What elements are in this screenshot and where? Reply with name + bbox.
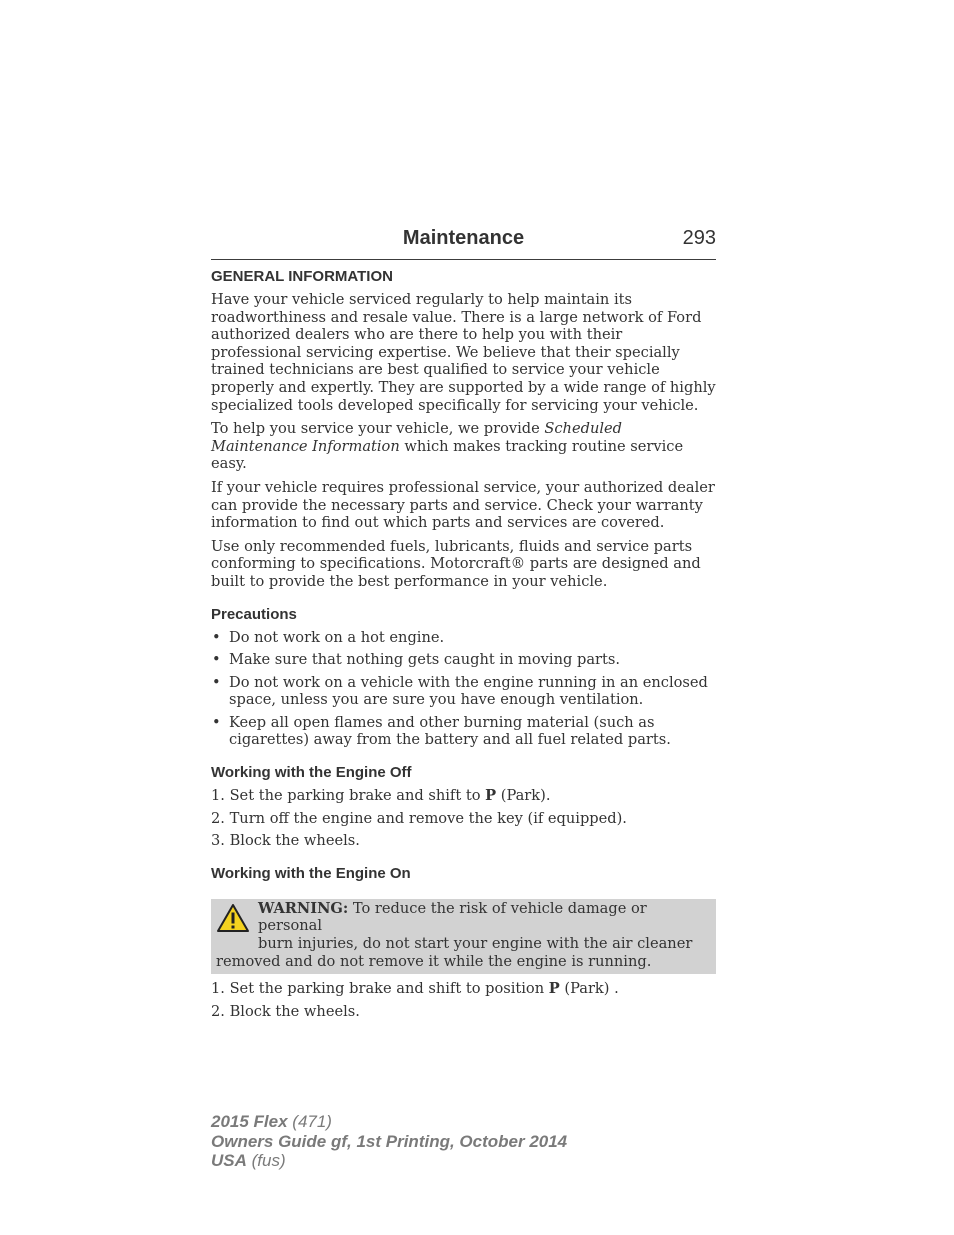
footer-market-code: (fus) [246, 1151, 286, 1170]
footer-market: USA [211, 1151, 247, 1170]
step-text: 3. Block the wheels. [211, 832, 360, 850]
scheduled-maintenance-reference: Scheduled Maintenance Information [211, 420, 622, 455]
footer-guide: Owners Guide gf, 1st Printing, October 2014 [211, 1131, 568, 1151]
step-text: 2. Block the wheels. [211, 1002, 360, 1020]
warning-box [211, 899, 716, 974]
page-content [211, 228, 716, 1025]
bullet-icon: • [212, 628, 221, 646]
engine-off-heading: Working with the Engine Off [211, 764, 412, 782]
list-item [211, 832, 716, 850]
page-number: 293 [682, 227, 716, 249]
engine-on-steps [211, 980, 716, 1020]
bullet-icon: • [212, 713, 221, 731]
warning-triangle-icon [216, 903, 250, 933]
footer-guide-line [211, 1132, 567, 1152]
bullet-icon: • [212, 651, 221, 669]
general-info-paragraph-1: Have your vehicle serviced regularly to help maintain its roadworthiness and resale value. There is a large network of Ford authorized dealers who are there to help you with their professional servicing expertise. We believe that their specially trained technicians are best qualified to service your vehicle properly and expertly. They are supported by a wide range of highly specialized tools developed specifically for servicing your vehicle. [211, 291, 716, 414]
engine-on-heading: Working with the Engine On [211, 864, 411, 882]
page-footer [211, 1112, 567, 1171]
list-item [211, 629, 716, 647]
list-item-text: Keep all open flames and other burning material (such as cigarettes) away from the battery and all fuel related parts. [229, 713, 671, 749]
gear-letter: P [548, 980, 560, 998]
step-text: 2. Turn off the engine and remove the key (if equipped). [211, 809, 627, 827]
list-item [211, 651, 716, 669]
list-item-text: Do not work on a vehicle with the engine running in an enclosed space, unless you are sure you have enough ventilation. [229, 673, 708, 709]
precautions-heading: Precautions [211, 605, 297, 623]
general-info-paragraph-4: Use only recommended fuels, lubricants, fluids and service parts conforming to specifications. Motorcraft® parts are designed and built to provide the best performance in your vehicle. [211, 537, 701, 590]
list-item [211, 980, 716, 998]
list-item-text: Make sure that nothing gets caught in moving parts. [229, 651, 620, 669]
footer-model-line [211, 1112, 567, 1132]
general-information-heading: GENERAL INFORMATION [211, 268, 393, 285]
step-text: (Park) . [559, 980, 619, 998]
paragraph-text: which makes tracking routine service easy. [211, 437, 684, 473]
precautions-list [211, 629, 716, 750]
engine-off-steps [211, 787, 716, 850]
gear-letter: P [485, 787, 497, 805]
list-item-text: Do not work on a hot engine. [229, 628, 445, 646]
general-info-paragraph-2 [211, 420, 716, 473]
step-text: 1. Set the parking brake and shift to position [211, 980, 549, 998]
list-item [211, 714, 716, 749]
footer-market-line [211, 1151, 567, 1171]
list-item [211, 674, 716, 709]
list-item [211, 1003, 716, 1021]
warning-line [216, 900, 710, 935]
footer-model: 2015 Flex [211, 1112, 288, 1131]
paragraph-text: To help you service your vehicle, we provide [211, 420, 545, 438]
warning-line: burn injuries, do not start your engine with the air cleaner [258, 935, 693, 953]
step-text: (Park). [496, 787, 551, 805]
warning-line: removed and do not remove it while the engine is running. [216, 952, 652, 970]
page-header [211, 228, 716, 260]
list-item [211, 810, 716, 828]
warning-label: WARNING: [258, 899, 349, 917]
chapter-title: Maintenance [402, 227, 525, 249]
bullet-icon: • [212, 673, 221, 691]
footer-code: (471) [287, 1112, 332, 1131]
list-item [211, 787, 716, 805]
step-text: 1. Set the parking brake and shift to [211, 787, 486, 805]
general-info-paragraph-3: If your vehicle requires professional service, your authorized dealer can provide the necessary parts and service. Check your warranty information to find out which parts and services are covered. [211, 478, 715, 532]
warning-text: To reduce the risk of vehicle damage or personal [258, 899, 647, 935]
